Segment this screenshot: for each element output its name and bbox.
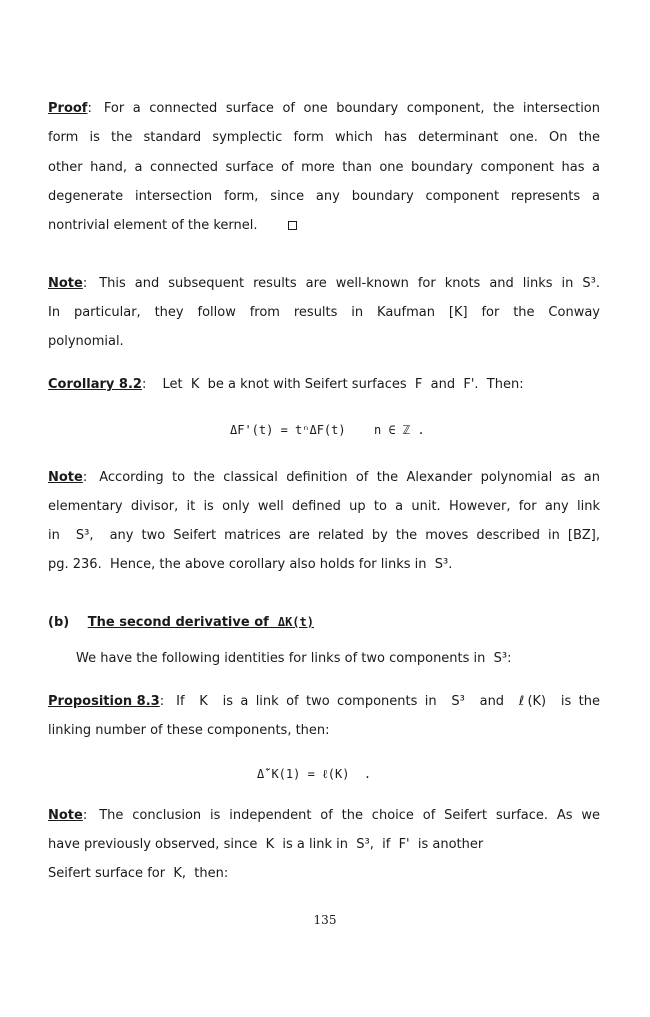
note3-label: Note — [48, 808, 83, 823]
note3-text-2: have previously observed, since K is a link in S³, if F' is another — [48, 837, 484, 852]
proof-line-1: Proof: For a connected surface of one boundary component, the intersection — [48, 101, 600, 116]
note1-line-1: Note: This and subsequent results are well-known for knots and links in S³. — [48, 276, 600, 291]
note2-text-4: pg. 236. Hence, the above corollary also holds for links in S³. — [48, 557, 453, 572]
proof-label: Proof — [48, 101, 88, 116]
proof-text-5: nontrivial element of the kernel. — [48, 218, 258, 233]
proposition-text-2: linking number of these components, then: — [48, 723, 330, 738]
proposition-text-1: If K is a link of two components in S³ and ℓ(K) is the — [176, 694, 600, 709]
note1-text-2: In particular, they follow from results in Kaufman [K] for the Conway — [48, 305, 600, 320]
note2-line-1: Note: According to the classical definition of the Alexander polynomial as an — [48, 470, 600, 485]
qed-square-icon — [288, 221, 297, 230]
corollary-label: Corollary 8.2 — [48, 377, 142, 392]
proof-text-3: other hand, a connected surface of more than one boundary component has a — [48, 160, 600, 175]
corollary-equation: ΔF'(t) = tⁿΔF(t) — [230, 423, 346, 437]
section-title: The second derivative of ΔK(t) — [87, 615, 314, 630]
proposition-equation: Δ̃′K(1) = ℓ(K) . — [257, 767, 372, 781]
proposition-line-1: Proposition 8.3: If K is a link of two components in S³ and ℓ(K) is the — [48, 694, 600, 709]
note2-text-3: in S³, any two Seifert matrices are related by the moves described in [BZ], — [48, 528, 600, 543]
note1-label: Note — [48, 276, 83, 291]
proof-text-1: For a connected surface of one boundary component, the intersection — [103, 101, 600, 116]
page-number: 135 — [313, 913, 337, 927]
corollary-text: Let K be a knot with Seifert surfaces F and F'. Then: — [162, 377, 524, 392]
section-heading — [48, 614, 600, 631]
note3-line-1: Note: The conclusion is independent of the choice of Seifert surface. As we — [48, 808, 600, 823]
proof-line-5 — [48, 218, 600, 234]
proof-text-4: degenerate intersection form, since any boundary component represents a — [48, 189, 600, 204]
note3-text-3: Seifert surface for K, then: — [48, 866, 229, 881]
note1-text-1: This and subsequent results are well-known for knots and links in S³. — [99, 276, 600, 291]
note2-text-1: According to the classical definition of the Alexander polynomial as an — [99, 470, 600, 485]
note2-text-2: elementary divisor, it is only well defined up to a unit. However, for any link — [48, 499, 600, 514]
proof-text-2: form is the standard symplectic form which has determinant one. On the — [48, 130, 600, 145]
section-number: (b) — [48, 615, 70, 630]
note1-text-3: polynomial. — [48, 334, 124, 349]
intro-text: We have the following identities for links of two components in S³: — [76, 651, 512, 666]
proposition-label: Proposition 8.3 — [48, 694, 160, 709]
note2-label: Note — [48, 470, 83, 485]
section-symbol: ΔK(t) — [277, 615, 314, 629]
corollary-line: Corollary 8.2: Let K be a knot with Seifert surfaces F and F'. Then: — [48, 377, 524, 392]
corollary-condition: n ∈ ℤ . — [374, 423, 425, 437]
note3-text-1: The conclusion is independent of the choice of Seifert surface. As we — [99, 808, 600, 823]
